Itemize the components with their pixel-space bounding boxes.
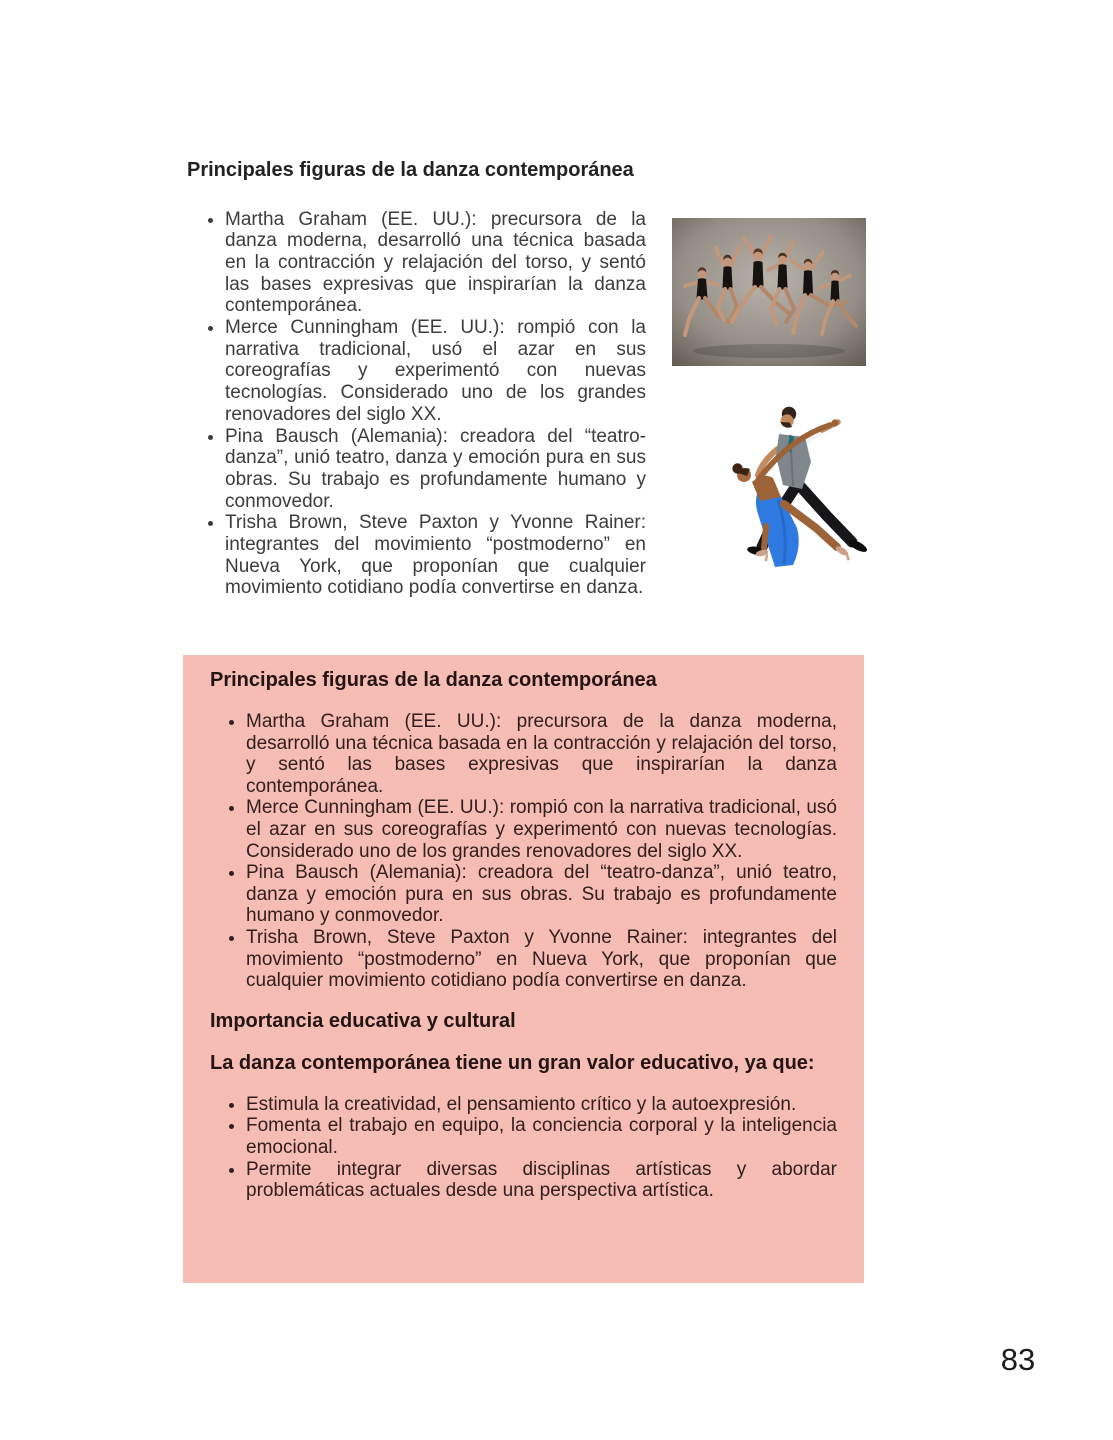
list-item: • Trisha Brown, Steve Paxton y Yvonne Rainer: integrantes del movimiento “postmoderno” en Nueva York, que proponían que cualquier movimiento cotidiano podía convertirse en danza. [246, 927, 837, 992]
dancers-photo-image [672, 218, 866, 366]
list-item: • Martha Graham (EE. UU.): precursora de la danza moderna, desarrolló una técnica basada en la contracción y relajación del torso, y sentó las bases expresivas que inspirarían la danza contemporánea. [246, 711, 837, 797]
list-item: • Pina Bausch (Alemania): creadora del “teatro-danza”, unió teatro, danza y emoción pura en sus obras. Su trabajo es profundamente humano y conmovedor. [225, 426, 646, 513]
top-section [187, 160, 646, 599]
dancers-photo-svg [672, 218, 866, 366]
list-item: • Martha Graham (EE. UU.): precursora de la danza moderna, desarrolló una técnica basada en la contracción y relajación del torso, y sentó las bases expresivas que inspirarían la danza contemporánea. [225, 209, 646, 318]
page-number: 83 [1000, 1342, 1036, 1377]
list-item: • Estimula la creatividad, el pensamiento crítico y la autoexpresión. [246, 1094, 837, 1116]
list-item: • Merce Cunningham (EE. UU.): rompió con la narrativa tradicional, usó el azar en sus coreografías y experimentó con nuevas tecnologías. Considerado uno de los grandes renovadores del siglo XX. [225, 317, 646, 426]
highlight-box [183, 655, 864, 1283]
importance-intro: La danza contemporánea tiene un gran valor educativo, ya que: [210, 1051, 815, 1074]
floor-shadow [693, 344, 845, 358]
tango-illustration-svg [700, 396, 878, 574]
highlight-bullet-list [210, 711, 837, 992]
tango-illustration-image [700, 396, 878, 574]
list-item: • Fomenta el trabajo en equipo, la conciencia corporal y la inteligencia emocional. [246, 1115, 837, 1158]
top-bullet-list [187, 209, 646, 600]
list-item: • Pina Bausch (Alemania): creadora del “teatro-danza”, unió teatro, danza y emoción pura en sus obras. Su trabajo es profundamente humano y conmovedor. [246, 862, 837, 927]
list-item: • Permite integrar diversas disciplinas artísticas y abordar problemáticas actuales desde una perspectiva artística. [246, 1159, 837, 1202]
list-item: • Merce Cunningham (EE. UU.): rompió con la narrativa tradicional, usó el azar en sus coreografías y experimentó con nuevas tecnologías. Considerado uno de los grandes renovadores del siglo XX. [246, 797, 837, 862]
importance-bullet-list [210, 1094, 837, 1202]
top-heading: Principales figuras de la danza contemporánea [187, 159, 634, 181]
importance-subheading: Importancia educativa y cultural [210, 1009, 516, 1032]
highlight-box-heading: Principales figuras de la danza contemporánea [210, 669, 657, 691]
list-item: • Trisha Brown, Steve Paxton y Yvonne Rainer: integrantes del movimiento “postmoderno” en Nueva York, que proponían que cualquier movimiento cotidiano podía convertirse en danza. [225, 512, 646, 599]
